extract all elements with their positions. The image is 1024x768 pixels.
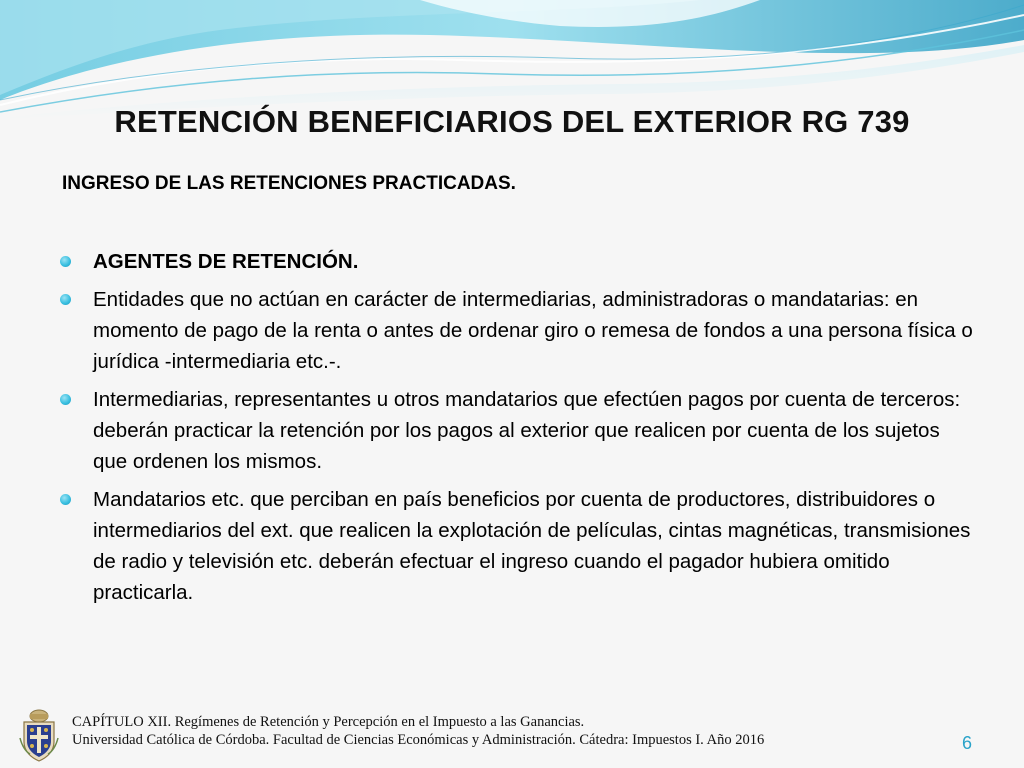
bullet-dot-icon [60, 256, 71, 267]
footer-line-chapter: CAPÍTULO XII. Regímenes de Retención y Percepción en el Impuesto a las Ganancias. [72, 714, 585, 730]
page-number: 6 [962, 733, 973, 753]
bullet-dot-icon [60, 494, 71, 505]
bullet-text: Intermediarias, representantes u otros mandatarios que efectúen pagos por cuenta de terceros: deberán practicar la retención por los pagos al exterior que realicen por cuenta de los sujetos que ordenen los mismos. [93, 388, 961, 473]
footer-text [72, 713, 764, 749]
bullet-list [60, 246, 975, 615]
university-crest-icon [18, 708, 60, 762]
bullet-text: Mandatarios etc. que perciban en país beneficios por cuenta de productores, distribuidores o intermediarios del ext. que realicen la explotación de películas, cintas magnéticas, transmisiones de radio y televisión etc. deberán efectuar el ingreso cuando el pagador hubiera omitido practicarla. [93, 488, 971, 604]
bullet-item-mandatarios [60, 484, 975, 608]
bullet-dot-icon [60, 394, 71, 405]
header-wave-decoration [0, 0, 1024, 120]
bullet-item-agentes [60, 246, 975, 277]
slide-subtitle: INGRESO DE LAS RETENCIONES PRACTICADAS. [62, 173, 516, 194]
footer-line-university: Universidad Católica de Córdoba. Facultad de Ciencias Económicas y Administración. Cátedra: Impuestos I. Año 2016 [72, 732, 765, 748]
bullet-dot-icon [60, 294, 71, 305]
bullet-item-intermediarias [60, 384, 975, 477]
bullet-text: Entidades que no actúan en carácter de intermediarias, administradoras o mandatarias: en momento de pago de la renta o antes de ordenar giro o remesa de fondos a una persona física o jurídica -intermediaria etc.-. [93, 288, 973, 373]
bullet-text: AGENTES DE RETENCIÓN. [93, 250, 359, 273]
bullet-item-entidades [60, 284, 975, 377]
slide-title: RETENCIÓN BENEFICIARIOS DEL EXTERIOR RG 739 [114, 104, 910, 139]
